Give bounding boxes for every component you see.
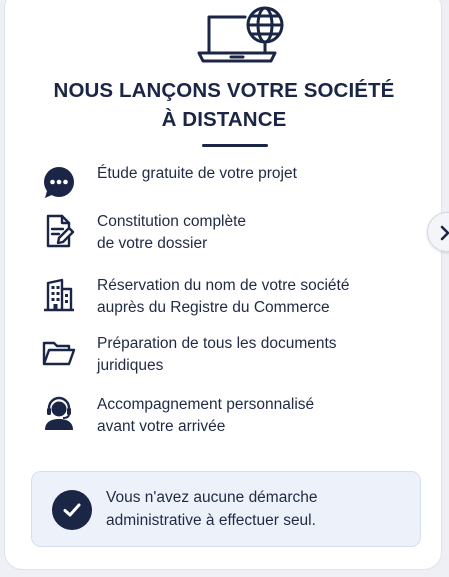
- chat-bubble-icon: [41, 165, 77, 201]
- feature-label-line1: Réservation du nom de votre société: [97, 277, 350, 294]
- feature-label-line1: Accompagnement personnalisé: [97, 396, 315, 413]
- feature-label-line2: auprès du Registre du Commerce: [97, 299, 330, 316]
- feature-item-reservation: [41, 275, 401, 321]
- note-line1: Vous n'avez aucune démarche: [106, 489, 318, 506]
- document-edit-icon: [41, 213, 77, 249]
- title-underline: [202, 144, 268, 147]
- feature-label-line2: avant votre arrivée: [97, 418, 226, 435]
- info-card: [4, 0, 442, 570]
- chevron-right-icon: [438, 224, 449, 242]
- feature-item-constitution: [41, 211, 401, 257]
- building-icon: [41, 277, 77, 313]
- folder-icon: [41, 335, 77, 371]
- feature-label-line1: Préparation de tous les documents: [97, 335, 337, 352]
- note-line2: administrative à effectuer seul.: [106, 512, 316, 529]
- support-agent-icon: [41, 396, 77, 432]
- check-circle-icon: [52, 490, 92, 530]
- laptop-globe-icon: [195, 1, 285, 67]
- card-title-line1: NOUS LANÇONS VOTRE SOCIÉTÉ: [53, 79, 395, 102]
- feature-label-line2: juridiques: [97, 357, 164, 374]
- card-title-line2: À DISTANCE: [161, 108, 287, 131]
- feature-item-etude: [41, 163, 401, 209]
- feature-label-line1: Constitution complète: [97, 213, 247, 230]
- feature-label: Étude gratuite de votre projet: [97, 165, 297, 182]
- card-title: [5, 76, 443, 134]
- feature-label-line2: de votre dossier: [97, 235, 208, 252]
- feature-item-accompagnement: [41, 394, 401, 440]
- feature-item-preparation: [41, 333, 401, 379]
- info-note: [31, 471, 421, 547]
